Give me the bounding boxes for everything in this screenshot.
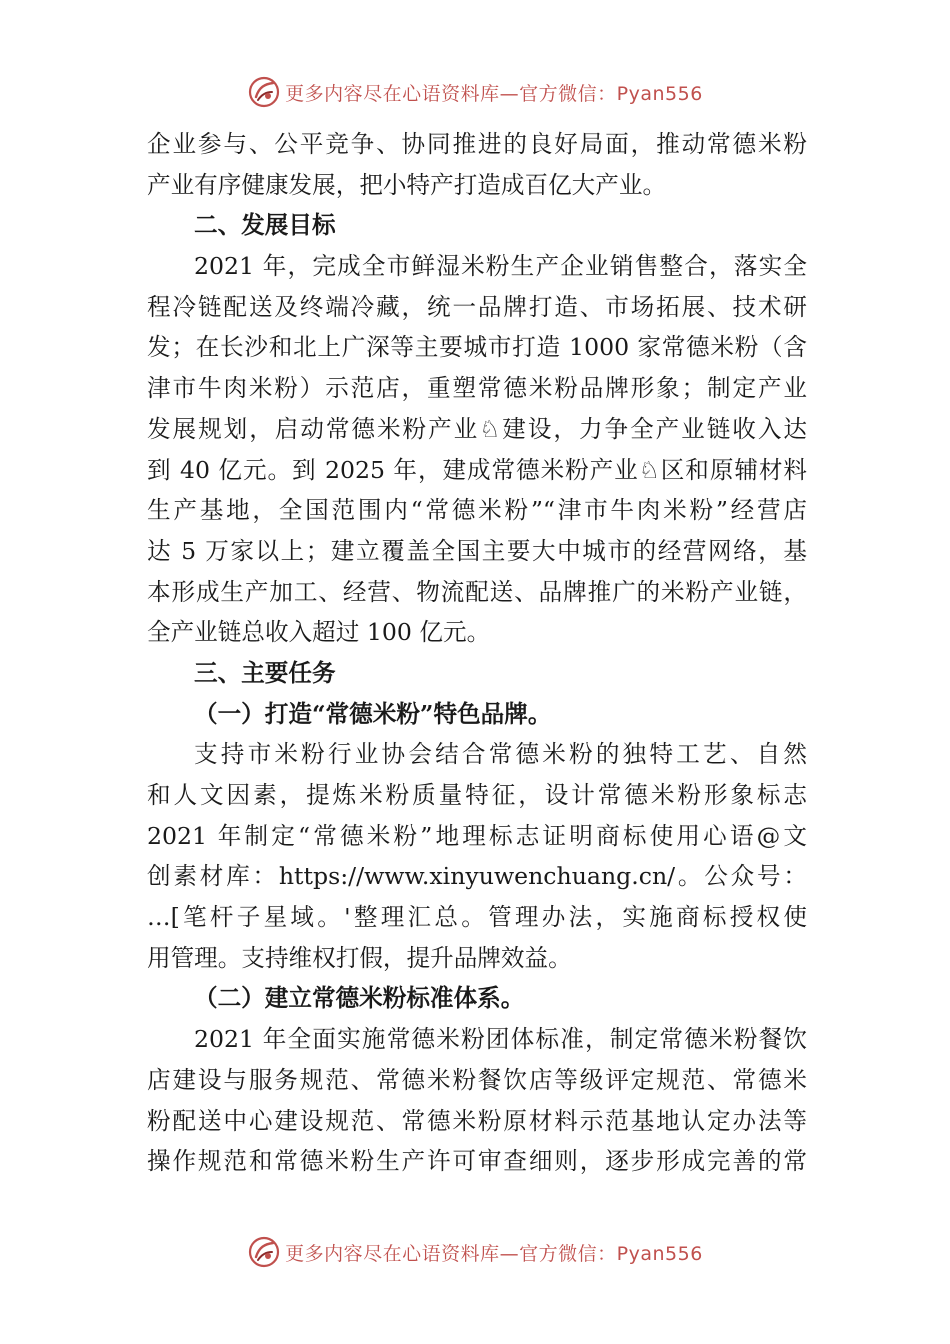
- body-line: 程冷链配送及终端冷藏，统一品牌打造、市场拓展、技术研: [147, 292, 807, 321]
- seal-logo-icon: [247, 1235, 281, 1269]
- body-line: 企业参与、公平竞争、协同推进的良好局面，推动常德米粉: [147, 130, 807, 158]
- body-line: 本形成生产加工、经营、物流配送、品牌推广的米粉产业链，: [147, 577, 807, 606]
- body-line: 津市牛肉米粉）示范店，重塑常德米粉品牌形象；制定产业: [147, 374, 807, 403]
- body-line: 全产业链总收入超过 100 亿元。: [147, 618, 491, 647]
- body-line: 到 40 亿元。到 2025 年，建成常德米粉产业♘区和原辅材料: [147, 455, 807, 484]
- body-line: 达 5 万家以上；建立覆盖全国主要大中城市的经营网络，基: [147, 536, 807, 565]
- subsection-heading: （二）建立常德米粉标准体系。: [194, 984, 525, 1013]
- body-line: 2021 年全面实施常德米粉团体标准，制定常德米粉餐饮: [194, 1025, 807, 1054]
- body-line: 用管理。支持维权打假，提升品牌效益。: [147, 943, 572, 972]
- body-line: …[笔杆子星域。'整理汇总。管理办法，实施商标授权使: [147, 903, 807, 932]
- footer-banner-text: 更多内容尽在心语资料库—官方微信：Pyan556: [285, 1242, 703, 1265]
- document-body: [147, 124, 807, 1182]
- body-line: 粉配送中心建设规范、常德米粉原材料示范基地认定办法等: [147, 1106, 807, 1135]
- seal-logo-icon: [247, 75, 281, 109]
- header-banner-text: 更多内容尽在心语资料库—官方微信：Pyan556: [285, 82, 703, 105]
- body-line: 创素材库：https://www.xinyuwenchuang.cn/。公众号：: [147, 862, 807, 891]
- footer-banner-inner: [247, 1235, 703, 1269]
- body-line: 2021 年制定“常德米粉”地理标志证明商标使用心语@文: [147, 821, 807, 850]
- body-line: 店建设与服务规范、常德米粉餐饮店等级评定规范、常德米: [147, 1065, 807, 1094]
- body-line: 发；在长沙和北上广深等主要城市打造 1000 家常德米粉（含: [147, 333, 807, 362]
- header-banner: [0, 72, 950, 112]
- header-banner-inner: [247, 75, 703, 109]
- body-line: 操作规范和常德米粉生产许可审查细则，逐步形成完善的常: [147, 1147, 807, 1176]
- body-line: 产业有序健康发展，把小特产打造成百亿大产业。: [147, 170, 667, 199]
- footer-banner: [0, 1232, 950, 1272]
- section-heading: 二、发展目标: [194, 211, 336, 240]
- body-line: 2021 年，完成全市鲜湿米粉生产企业销售整合，落实全: [194, 252, 807, 281]
- body-line: 和人文因素，提炼米粉质量特征，设计常德米粉形象标志: [147, 781, 807, 809]
- section-heading: 三、主要任务: [194, 658, 336, 687]
- body-line: 发展规划，启动常德米粉产业♘建设，力争全产业链收入达: [147, 414, 807, 443]
- body-line: 支持市米粉行业协会结合常德米粉的独特工艺、自然: [194, 740, 807, 769]
- subsection-heading: （一）打造“常德米粉”特色品牌。: [194, 699, 552, 728]
- body-line: 生产基地，全国范围内“常德米粉”“津市牛肉米粉”经营店: [147, 496, 807, 525]
